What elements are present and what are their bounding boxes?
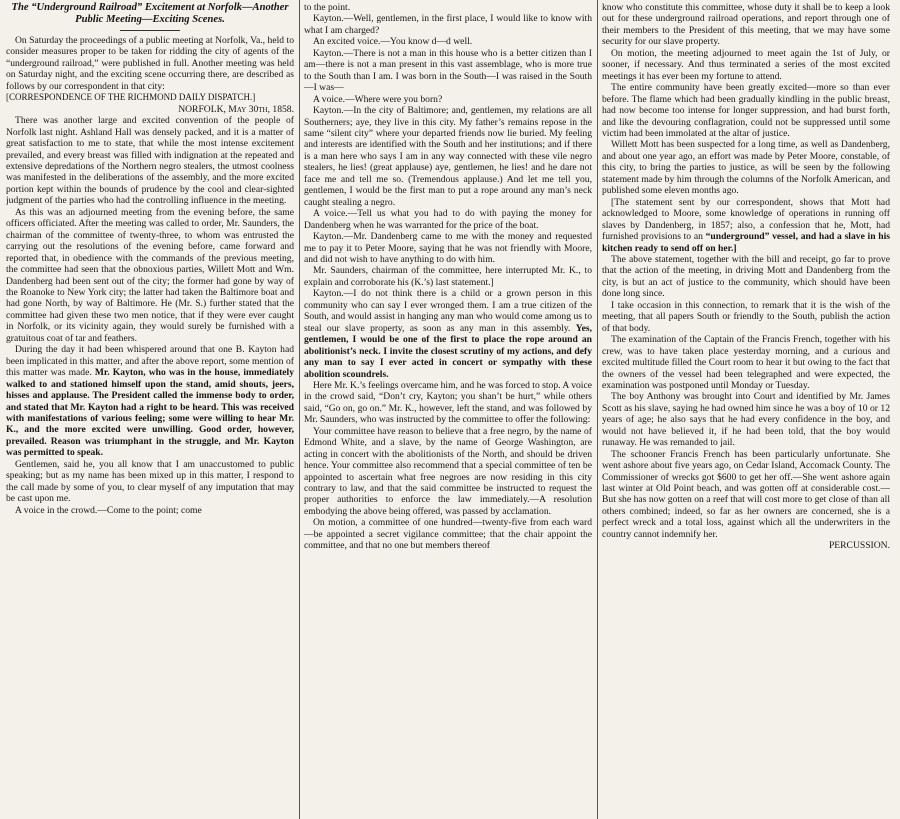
signature: PERCUSSION. [828, 540, 890, 552]
paragraph: As this was an adjourned meeting from the evening before, the same officers officiated. After the meeting was called to order, Mr. Saunders, the chairman of the committee of twenty-three, to whom was entrusted the carrying out the resolutions of the evening before, came forward and reported that, in obedience with the commands of the previous meeting, the committee had seen that the obnoxious parties, Willett Mott and Wm. Dandenberg had been sent out of the city; the former had gone by way of the Roanoke to New York city; the latter had taken the Baltimore boat and had gone North, by way of Baltimore. He (Mr. S.) further stated that the committee had given these two men notice, that if they were ever caught in Norfolk, or its vicinity again, they would surely be furnished with a gratuitous coat of tar and feathers. [6, 206, 294, 344]
paragraph: A voice.—Where were you born? [313, 93, 443, 105]
column-3 [602, 2, 890, 819]
paragraph: The above statement, together with the bill and receipt, go far to prove that the action of the meeting, in driving Mott and Dandenberg from the city, is but an act of justice to the community, which should have been done long since. [602, 253, 890, 300]
paragraph: Kayton.—Mr. Dandenberg came to me with the money and requested me to pay it to Peter Moore, saying that he was not friendly with Moore, and did not wish to have anything to do with him. [304, 231, 592, 265]
correspondence-header: [CORRESPONDENCE OF THE RICHMOND DAILY DISPATCH.] [6, 92, 256, 103]
paragraph-text: Kayton.—I do not think there is a child or a grown person in this community who can say I ever wronged them. I am a true citizen of the South, and would assist in hanging any man who would come among us to steal our slave property, as soon as any man in this assembly. [304, 288, 592, 334]
article-headline: The “Underground Railroad” Excitement at Norfolk—Another Public Meeting—Exciting Scenes. [11, 2, 289, 25]
column-1 [6, 2, 294, 819]
paragraph: The boy Anthony was brought into Court and identified by Mr. James Scott as his slave, saying he had owned him since he was a boy of 10 or 12 years of age; he also says that he had every confidence in the boy, and would not have believed it, if he had been told, that the boy would runaway. He was remanded to jail. [602, 391, 890, 449]
headline-rule [120, 30, 180, 31]
paragraph: A voice.—Tell us what you had to do with paying the money for Dandenberg when he was warranted for the price of the boat. [304, 208, 592, 231]
paragraph: A voice in the crowd.—Come to the point; come [15, 504, 202, 516]
paragraph-text: [The statement sent by our correspondent, shows that Mott had acknowledged to Moore, some knowledge of operations in running off slaves by Dandenberg, in 1857; also, a confession that he, Mott, had furnished provisions to an [602, 196, 890, 243]
paragraph: Willett Mott has been suspected for a long time, as well as Dandenberg, and about one year ago, an effort was made by Peter Moore, constable, of this city, to bring the parties to justice, as will be seen by the following statement made by him through the columns of the Norfolk American, and published some eleven months ago. [602, 139, 890, 197]
paragraph: Here Mr. K.’s feelings overcame him, and he was forced to stop. A voice in the crowd said, “Don’t cry, Kayton; you shan’t be hurt,” while others said, “Go on, go on.” Mr. K., however, left the stand, and was followed by Mr. Saunders, who was instructed by the committee to offer the following: [304, 379, 592, 426]
paragraph: Your committee have reason to believe that a free negro, by the name of Edmond White, and a slave, by the name of George Washington, are acting in concert with the abolitionists of the North, and should be driven hence. Your committee also recommend that a special committee of ten be appointed to ascertain what free negroes are now residing in this city contrary to law, and that the said committee be instructed to request the proper authorities to enforce the law immediately.—A resolution embodying the above being offered, was passed by acclamation. [304, 425, 592, 517]
paragraph: Kayton.—There is not a man in this house who is a better citizen than I am—there is not a man present in this vast assemblage, who is more true to the South than I am. I was born in the South—I was raised in the South—I was— [304, 47, 592, 94]
paragraph-text: During the day it had been whispered around that one B. Kayton had been implicated in this matter, and after the above report, some mention of this matter was made. [6, 344, 294, 379]
paragraph: Mr. Saunders, chairman of the committee, here interrupted Mr. K., to explain and corroborate his (K.’s) last statement.] [304, 265, 592, 288]
paragraph [6, 344, 294, 459]
paragraph: Gentlemen, said he, you all know that I am unaccustomed to public speaking; but as my name has been mixed up in this matter, I respond to the call made by some of you, to clear myself of any imputation that may be cast upon me. [6, 458, 294, 505]
paragraph-bold-text: “underground” vessel, and had a slave in his kitchen ready to send off on her.] [602, 231, 890, 254]
paragraph: On Saturday the proceedings of a public meeting at Norfolk, Va., held to consider measures proper to be taken for ridding the city of agents of the “underground railroad,” were published in full. Another meeting was held on Saturday night, and the exciting scene occurring there, are described as follows by our correspondent in that city: [6, 35, 294, 92]
paragraph: The schooner Francis French has been particularly unfortunate. She went ashore about five years ago, on Cedar Island, Accomack County. The Commissioner of wrecks got $600 to get her off.—She went ashore again last winter at Old Point beach, and was gotten off at considerable cost.—But she has now gotten on a reef that will cost more to get close of than all others combined; indeed, so far as her owners are concerned, she is a perfect wreck and a total loss, against which all the underwriters in the country cannot indemnify her. [602, 448, 890, 540]
paragraph: Kayton.—Well, gentlemen, in the first place, I would like to know with what I am charged? [304, 13, 592, 36]
paragraph: Kayton.—In the city of Baltimore; and, gentlemen, my relations are all Southerners; aye, they live in this city. My father’s remains repose in the same “silent city” where your departed friends now lie buried. My feeling and interests are identified with the South and her institutions; and if there is a man here who says I am in any way connected with these vile negro stealers, he lies! (great applause) aye, gentlemen, he lies! and he dare not face me and tell me so. (Tremendous applause.) And let me tell you, gentlemen, I would be the first man to put a rope around any man’s neck caught stealing a negro. [304, 105, 592, 208]
paragraph: The examination of the Captain of the Francis French, together with his crew, was to have taken place yesterday morning, and a curious and excited multitude filled the Court room to hear it but owing to the fact that the owners of the vessel had been telegraphed and were expected, the examination was postponed until Monday or Tuesday. [602, 334, 890, 391]
paragraph: An excited voice.—You know d—d well. [313, 36, 473, 48]
column-2 [304, 2, 592, 819]
paragraph [304, 288, 592, 380]
paragraph: The entire community have been greatly excited—more so than ever before. The flame which had been gradually kindling in the public breast, had now become too intense for longer suppression, and had burst forth, and like the devouring conflagration, could not be suppressed until some victim had been immolated at the altar of justice. [602, 82, 890, 139]
paragraph-bold-text: Mr. Kayton, who was in the house, immediately walked to and stationed himself upon the stand, amid shouts, jeers, hisses and applause. The President called the immense body to order, and stated that Mr. Kayton had a right to be heard. This was received with manifestations of various feeling; some were willing to hear Mr. K., and the more excited were unwilling. Good order, however, prevailed. Reason was triumphant in the struggle, and Mr. Kayton was permitted to speak. [6, 367, 294, 459]
column-divider [299, 0, 300, 819]
paragraph: There was another large and excited convention of the people of Norfolk last night. Ashland Hall was densely packed, and it is a matter of great satisfaction to me to state, that while the most intense excitement prevailed, and every breast was filled with indignation at the repeated and extensive depredations of the Northern negro stealers, the utmost coolness was manifested in the deliberations of the assembly, and the more excited portion kept within the bounds of prudence by the cool and clear-sighted judgment of the parties who had the controlling influence in the meeting. [6, 115, 294, 207]
paragraph: On motion, a committee of one hundred—twenty-five from each ward—be appointed a secret vigilance committee; that the chair appoint the committee, and that no one but members thereof [304, 517, 592, 552]
paragraph: On motion, the meeting adjourned to meet again the 1st of July, or sooner, if necessary. And thus terminated a series of the most excited meetings it has ever been my fortune to attend. [602, 47, 890, 82]
paragraph-bold-text: Yes, gentlemen, I would be one of the first to place the rope around an abolitionist’s neck. I invite the closest scrutiny of my actions, and defy any man to say I ever acted in concert or sympathy with these abolition scoundrels. [304, 322, 592, 380]
paragraph: I take occasion in this connection, to remark that it is the wish of the meeting, that all papers South or friendly to the South, publish the action of that body. [602, 299, 890, 334]
column-divider [597, 0, 598, 819]
paragraph [602, 197, 890, 254]
paragraph: know who constitute this committee, whose duty it shall be to keep a look out for these underground railroad operations, and report through one of their members to the President of this meeting, that we may have some security for our slave property. [602, 2, 890, 48]
dateline: NORFOLK, May 30th, 1858. [178, 103, 294, 115]
paragraph: to the point. [304, 2, 351, 13]
